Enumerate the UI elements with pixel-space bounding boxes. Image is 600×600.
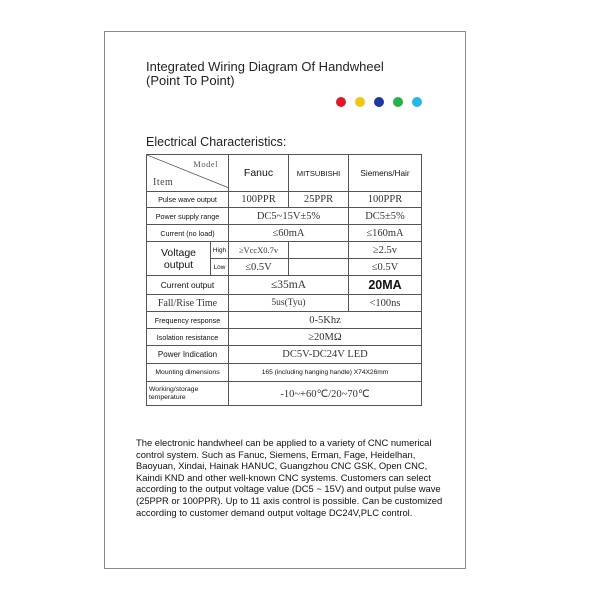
mounting-value: 165 (including hanging handle) X74X26mm [229, 364, 422, 382]
section-title: Electrical Characteristics: [146, 135, 287, 149]
row-label-current-no-load: Current (no load) [147, 225, 229, 242]
power-supply-siemens: DC5±5% [349, 208, 422, 225]
table-row [147, 295, 422, 312]
current-output-siemens: 20MA [349, 276, 422, 295]
voltage-high-label: High [211, 242, 229, 259]
voltage-high-siemens: ≥2.5v [349, 242, 422, 259]
blue-dot [374, 97, 384, 107]
row-label-voltage-output: Voltage output [147, 242, 211, 276]
row-label-pulse-wave: Pulse wave output [147, 192, 229, 208]
power-supply-fanuc-mitsubishi: DC5~15V±5% [229, 208, 349, 225]
green-dot [393, 97, 403, 107]
spec-table [146, 154, 422, 406]
voltage-low-mitsubishi [289, 259, 349, 276]
frequency-value: 0-5Khz [229, 312, 422, 329]
voltage-low-fanuc: ≤0.5V [229, 259, 289, 276]
header-mitsubishi: MITSUBISHI [289, 155, 349, 192]
table-row [147, 312, 422, 329]
title-line-2: (Point To Point) [146, 73, 235, 88]
table-row [147, 192, 422, 208]
current-no-load-siemens: ≤160mA [349, 225, 422, 242]
description-paragraph: The electronic handwheel can be applied to a variety of CNC numerical control system. Such as Fanuc, Siemens, Erman, Fage, Heidelhan, Baoyuan, Xindai, Hainak HANUC, Guangzhou CNC GSK, Open CNC, Kaindi KND and other well-known CNC systems. Customers can select according to the output voltage value (DC5 ~ 15V) and output pulse wave (25PPR or 100PPR). Up to 11 axis control is possible. Can be customized according to customer demand output voltage DC24V,PLC control. [136, 437, 443, 518]
header-siemens: Siemens/Hair [349, 155, 422, 192]
row-label-isolation: Isolation resistance [147, 329, 229, 346]
fall-rise-fanuc-mitsubishi: 5us(Tyu) [229, 295, 349, 312]
voltage-high-mitsubishi [289, 242, 349, 259]
red-dot [336, 97, 346, 107]
table-row [147, 364, 422, 382]
current-no-load-fanuc-mitsubishi: ≤60mA [229, 225, 349, 242]
document-title [146, 60, 446, 88]
fall-rise-siemens: <100ns [349, 295, 422, 312]
pulse-wave-siemens: 100PPR [349, 192, 422, 208]
title-line-1: Integrated Wiring Diagram Of Handwheel [146, 59, 384, 74]
corner-item-label: Item [153, 177, 174, 188]
header-fanuc: Fanuc [229, 155, 289, 192]
table-header-row [147, 155, 422, 192]
row-label-mounting: Mounting dimensions [147, 364, 229, 382]
table-row [147, 329, 422, 346]
yellow-dot [355, 97, 365, 107]
color-dots [336, 97, 422, 107]
table-row [147, 276, 422, 295]
row-label-working-temp: Working/storage temperature [147, 382, 229, 406]
working-temp-value: -10~+60℃/20~70℃ [229, 382, 422, 406]
isolation-value: ≥20MΩ [229, 329, 422, 346]
table-row [147, 208, 422, 225]
voltage-high-fanuc: ≥VccX0.7v [229, 242, 289, 259]
table-row [147, 225, 422, 242]
row-label-power-supply: Power supply range [147, 208, 229, 225]
table-row [147, 242, 422, 259]
table-row [147, 382, 422, 406]
table-row [147, 346, 422, 364]
pulse-wave-mitsubishi: 25PPR [289, 192, 349, 208]
voltage-low-siemens: ≤0.5V [349, 259, 422, 276]
cyan-dot [412, 97, 422, 107]
pulse-wave-fanuc: 100PPR [229, 192, 289, 208]
row-label-fall-rise: Fall/Rise Time [147, 295, 229, 312]
voltage-low-label: Low [211, 259, 229, 276]
row-label-power-indication: Power Indication [147, 346, 229, 364]
row-label-frequency: Frequency response [147, 312, 229, 329]
corner-cell [147, 155, 229, 192]
corner-model-label: Model [193, 159, 218, 169]
power-indication-value: DC5V-DC24V LED [229, 346, 422, 364]
row-label-current-output: Current output [147, 276, 229, 295]
current-output-fanuc-mitsubishi: ≤35mA [229, 276, 349, 295]
